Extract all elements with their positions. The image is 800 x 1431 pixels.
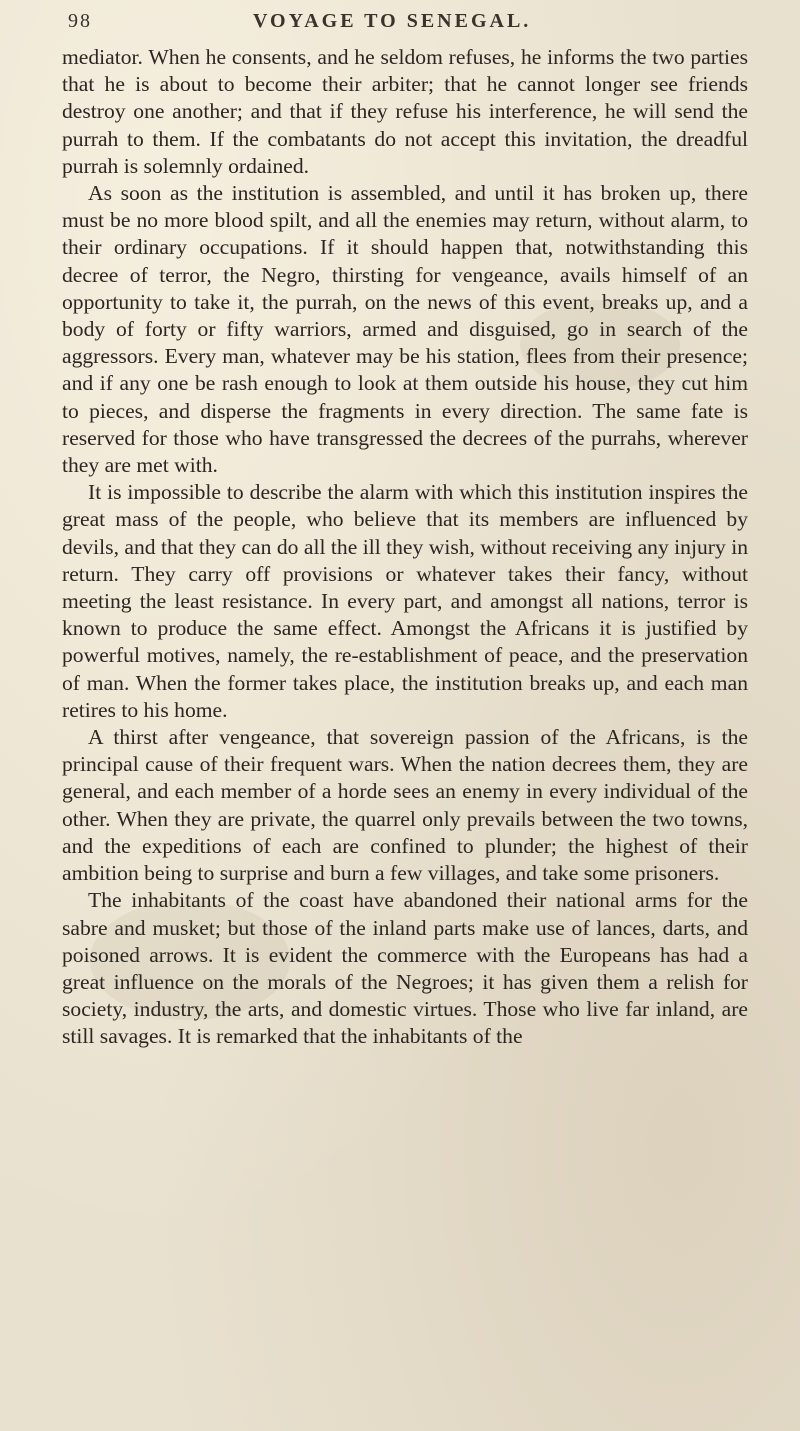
running-title: VOYAGE TO SENEGAL. [253, 10, 532, 32]
paragraph: mediator. When he consents, and he seldom refuses, he informs the two parties that he is about to become their arbiter; that he cannot longer see friends destroy one another; and that if they refuse his interference, he will send the purrah to them. If the combatants do not accept this invitation, the dreadful purrah is solemnly ordained. [62, 45, 748, 178]
page-number: 98 [68, 10, 92, 32]
paragraph: The inhabitants of the coast have abandoned their national arms for the sabre and musket; but those of the inland parts make use of lances, darts, and poisoned arrows. It is evident the commerce with the Europeans has had a great influence on the morals of the Negroes; it has given them a relish for society, industry, the arts, and domestic virtues. Those who live far inland, are still savages. It is remarked that the inhabitants of the [62, 888, 748, 1049]
paragraph: A thirst after vengeance, that sovereign passion of the Africans, is the principal cause of their frequent wars. When the nation decrees them, they are general, and each member of a horde sees an enemy in every individual of the other. When they are private, the quarrel only prevails between the two towns, and the expeditions of each are confined to plunder; the highest of their ambition being to surprise and burn a few villages, and take some prisoners. [62, 725, 748, 886]
running-head [68, 4, 748, 38]
paragraph: As soon as the institution is assembled, and until it has broken up, there must be no more blood spilt, and all the enemies may return, without alarm, to their ordinary occupations. If it should happen that, notwithstanding this decree of terror, the Negro, thirsting for vengeance, avails himself of an opportunity to take it, the purrah, on the news of this event, breaks up, and a body of forty or fifty warriors, armed and disguised, go in search of the aggressors. Every man, whatever may be his station, flees from their presence; and if any one be rash enough to look at them outside his house, they cut him to pieces, and disperse the fragments in every direction. The same fate is reserved for those who have transgressed the decrees of the purrahs, wherever they are met with. [62, 181, 748, 478]
body-text [62, 44, 748, 1051]
paragraph: It is impossible to describe the alarm with which this institution inspires the great mass of the people, who believe that its members are influenced by devils, and that they can do all the ill they wish, without receiving any injury in return. They carry off provisions or whatever takes their fancy, without meeting the least resistance. In every part, and amongst all nations, terror is known to produce the same effect. Amongst the Africans it is justified by powerful motives, namely, the re-establishment of peace, and the preservation of man. When the former takes place, the institution breaks up, and each man retires to his home. [62, 480, 748, 722]
